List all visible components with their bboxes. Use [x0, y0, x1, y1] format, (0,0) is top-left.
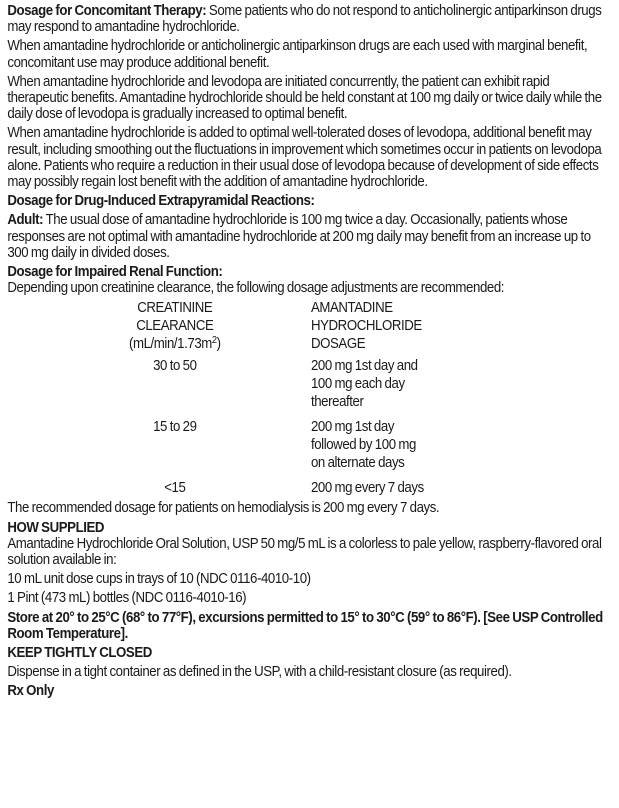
dosage-cell: 200 mg 1st day followed by 100 mg on alternate days: [310, 419, 416, 472]
keep-closed-heading: KEEP TIGHTLY CLOSED: [7, 645, 152, 662]
concomitant-paragraph-1: [7, 3, 607, 35]
dispense-statement: Dispense in a tight container as defined in the USP, with a child-resistant closure (as required).: [7, 664, 512, 681]
storage-statement: Store at 20° to 25°C (68° to 77°F), excursions permitted to 15° to 30°C (59° to 86°F). [See USP Controlled Room Temperature].: [7, 609, 603, 642]
table-row: [7, 418, 495, 479]
concomitant-paragraph-2: When amantadine hydrochloride or anticholinergic antiparkinson drugs are each used with marginal benefit, concomitant use may produce additional benefit.: [7, 38, 588, 71]
concomitant-paragraph-4: When amantadine hydrochloride is added to optimal well-tolerated doses of levodopa, additional benefit may result, including smoothing out the fluctuations in improvement which sometimes occur in patients on levodopa alone. Patients who require a reduction in their usual dose of levodopa because of development of side effects may possibly regain lost benefit with the addition of amantadine hydrochloride.: [7, 125, 602, 191]
renal-heading: Dosage for Impaired Renal Function:: [7, 264, 223, 281]
rx-only-label: Rx Only: [7, 683, 54, 700]
table-row: [7, 357, 495, 418]
concomitant-p1-text: Some patients who do not respond to anticholinergic antiparkinson drugs may respond to amantadine hydrochloride.: [7, 3, 602, 36]
how-supplied-description: Amantadine Hydrochloride Oral Solution, USP 50 mg/5 mL is a colorless to pale yellow, raspberry-flavored oral solution available in:: [7, 535, 602, 569]
hemodialysis-note: The recommended dosage for patients on hemodialysis is 200 mg every 7 days.: [7, 500, 440, 517]
dosage-cell: 200 mg every 7 days: [310, 480, 424, 497]
clearance-cell: <15: [164, 480, 186, 497]
dosage-header: AMANTADINE HYDROCHLORIDE DOSAGE: [310, 300, 422, 353]
table-header-row: [7, 299, 495, 357]
adult-dosage-paragraph: [7, 212, 607, 261]
supply-item-cups: 10 mL unit dose cups in trays of 10 (NDC 0116-4010-10): [7, 571, 311, 588]
clearance-cell: 15 to 29: [153, 419, 197, 436]
renal-dosage-table: [7, 299, 495, 497]
how-supplied-heading: HOW SUPPLIED: [7, 519, 105, 536]
clearance-header: CREATININE CLEARANCE $(mL/\min/1.73m^2)$: [128, 300, 221, 353]
dosage-cell: 200 mg 1st day and 100 mg each day thereafter: [310, 358, 418, 411]
renal-intro: Depending upon creatinine clearance, the following dosage adjustments are recommended:: [7, 280, 505, 297]
concomitant-paragraph-3: When amantadine hydrochloride and levodopa are initiated concurrently, the patient can exhibit rapid therapeutic benefits. Amantadine hydrochloride should be held constant at 100 mg daily or twice daily while the daily dose of levodopa is gradually increased to optimal benefit.: [7, 73, 602, 123]
extrapyramidal-heading: Dosage for Drug-Induced Extrapyramidal Reactions:: [7, 193, 315, 210]
concomitant-heading: Dosage for Concomitant Therapy:: [7, 3, 207, 19]
table-row: [7, 479, 495, 497]
adult-text: The usual dose of amantadine hydrochloride is 100 mg twice a day. Occasionally, patients whose responses are not optimal with amantadine hydrochloride at 200 mg daily may benefit from an increase up to 300 mg daily in divided doses.: [7, 212, 591, 261]
adult-label: Adult:: [7, 212, 44, 229]
supply-item-bottles: 1 Pint (473 mL) bottles (NDC 0116-4010-16): [7, 590, 247, 607]
clearance-cell: 30 to 50: [153, 358, 197, 375]
